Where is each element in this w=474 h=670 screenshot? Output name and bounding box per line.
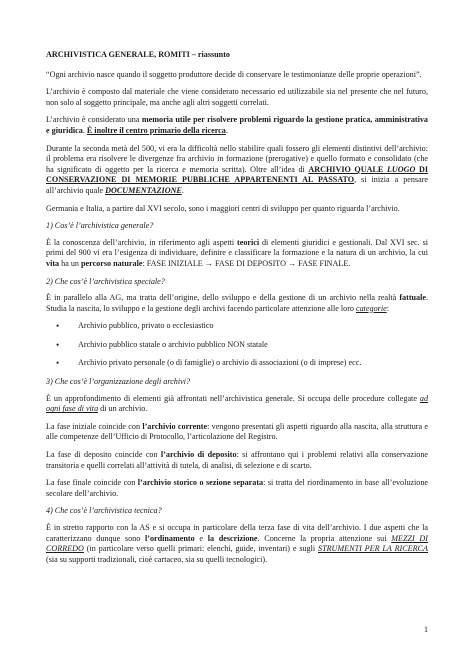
answer-2-paragraph: È in parallelo alla AG, ma tratta dell’origine, dello sviluppo e della gestione di un archivio nella realtà fattuale. Studia la nascita, lo sviluppo e la gestione degli archivi facendo particolare attenzione alle loro categorie: xyxy=(46,293,428,313)
history-paragraph: Durante la seconda metà del 500, vi era la difficoltà nello stabilire quali fossero gli elementi distintivi dell’archivio: il problema era risolvere le divergenze fra archivio in formazione (prerogative) e quello formato e consolidato (che ha significato di oggetto per la ricerca e memoria scritta). Oltre all’idea di ARCHIVIO QUALE LUOGO DI CONSERVAZIONE DI MEMORIE PUBBLICHE APPARTENENTI AL PASSATO, si inizia a pensare all’archivio quale DOCUMENTAZIONE. xyxy=(46,143,429,195)
question-3-heading: 3) Che cos’è l’organizzazione degli archivi? xyxy=(46,377,191,387)
initial-phase-paragraph: La fase iniziale coincide con l’archivio corrente: vengono presentati gli aspetti riguardo alla nascita, alla struttura e alle competenze dell’Ufficio di Protocollo, l’articolazione del Registro. xyxy=(46,421,428,442)
answer-4-paragraph: È in stretto rapporto con la AS e si occupa in particolare della terza fase di vita dell’archivio. I due aspetti che la caratterizzano dunque sono l’ordinamento e la descrizione. Concerne la propria attenzione sui MEZZI DI CORREDO (in particolare verso quelli primari: elenchi, guide, inventari) e sugli STRUMENTI PER LA RICERCA (sia su supporti tradizionali, cioè cartaceo, sia su quelli tecnologici). xyxy=(46,523,428,564)
quote-paragraph: “Ogni archivio nasce quando il soggetto produttore decide di conservare le testimonianze delle proprie operazioni”. xyxy=(46,69,422,79)
page-number: 1 xyxy=(424,625,428,634)
list-item: • Archivio pubblico statale o archivio pubblico NON statale xyxy=(78,340,428,351)
document-title: ARCHIVISTICA GENERALE, ROMITI – riassunto xyxy=(46,50,230,59)
question-4-heading: 4) Che cos’è l’archivistica tecnica? xyxy=(46,506,162,516)
list-item: • Archivio pubblico, privato o ecclesiastico xyxy=(78,321,428,332)
question-1-heading: 1) Cos’è l’archivistica generale? xyxy=(46,221,154,231)
deposit-phase-paragraph: La fase di deposito coincide con l’archivio di deposito: si affrontano qui i problemi relativi alla conservazione transitoria e quelli correlati all’attività di tutela, di analisi, di selezione e di scarto. xyxy=(46,450,428,470)
document-body xyxy=(46,50,428,565)
final-phase-paragraph: La fase finale coincide con l’archivio storico o sezione separata: si tratta del riordinamento in base all’evoluzione secolare dell’archivio. xyxy=(46,478,428,498)
question-2-heading: 2) Che cos’è l’archivistica speciale? xyxy=(46,276,165,286)
germany-italy-paragraph: Germania e Italia, a partire dal XVI secolo, sono i maggiori centri di sviluppo per quanto riguarda l’archivio. xyxy=(46,203,400,213)
answer-1-paragraph: È la conoscenza dell’archivio, in riferimento agli aspetti teorici di elementi giuridici e gestionali. Dal XVI sec. si primi del 900 vi era l’esigenza di individuare, definire e classificare la formazione e la natura di un archivio, la cui vita ha un percorso naturale: FASE INIZIALE → FASE DI DEPOSITO → FASE FINALE. xyxy=(46,237,428,268)
archive-categories-list xyxy=(46,321,428,369)
definition-paragraph: L’archivio è considerato una memoria utile per risolvere problemi riguardo la gestione pratica, amministrativa e giuridica. È inoltre il centro primario della ricerca. xyxy=(46,115,428,135)
list-item: • Archivio privato personale (o di famiglie) o archivio di associazioni (o di imprese) ecc. xyxy=(78,358,428,369)
answer-3-paragraph: È un approfondimento di elementi già affrontati nell’archivistica generale. Si occupa delle procedure collegate ad ogni fase di vita di un archivio. xyxy=(46,393,428,414)
intro-paragraph: L’archivio è composto dal materiale che viene considerato necessario ed utilizzabile sia nel presente che nel futuro, non solo al soggetto principale, ma anche agli altri soggetti correlati. xyxy=(46,87,428,107)
